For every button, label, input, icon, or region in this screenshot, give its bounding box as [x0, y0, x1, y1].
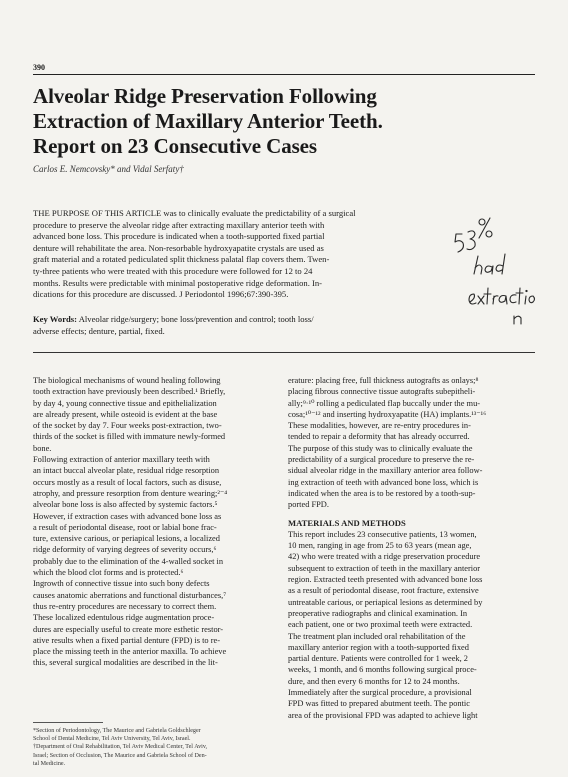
body-line: However, if extraction cases with advanced bone loss as [33, 511, 222, 521]
body-line: atrophy, and pressure resorption from denture wearing;²⁻⁴ [33, 488, 228, 498]
abstract-line: dications for this procedure are discussed. J Periodontol 1996;67:390-395. [33, 289, 289, 300]
keywords-line [33, 314, 453, 326]
body-line: FPD was fitted to prepared abutment teeth. The pontic [288, 699, 470, 709]
abstract-line: graft material and a rotated pediculated split thickness palatal flap covers them. Twen- [33, 254, 330, 265]
title-line: Alveolar Ridge Preservation Following [33, 84, 377, 108]
title-line: Report on 23 Consecutive Cases [33, 134, 317, 158]
footnote-line: *Section of Periodontology, The Maurice and Gabriela Goldschleger [33, 728, 201, 734]
section-heading-methods: MATERIALS AND METHODS [288, 517, 406, 528]
body-line: ally;⁹·¹⁰ rolling a pediculated flap buccally under the mu- [288, 398, 481, 408]
article-title [33, 84, 533, 159]
section-rule [33, 352, 535, 353]
body-line: Immediately after the surgical procedure, a provisional [288, 688, 472, 698]
abstract-line: months. Results were predictable with minimal postoperative ridge deformation. In- [33, 277, 323, 288]
title-line: Extraction of Maxillary Anterior Teeth. [33, 109, 383, 133]
body-line: preoperative radiographs and clinical examination. In [288, 608, 468, 618]
body-line: Ingrowth of connective tissue into such bony defects [33, 579, 210, 589]
header-rule [33, 74, 535, 75]
body-line: These modalities, however, are re-entry procedures in- [288, 421, 471, 431]
body-line: probably due to the elimination of the 4-walled socket in [33, 556, 224, 566]
abstract-line: THE PURPOSE OF THIS ARTICLE was to clinically evaluate the predictability of a surgical [33, 208, 356, 218]
body-line: thirds of the socket is filled with immature newly-formed [33, 432, 226, 442]
body-line: 10 men, ranging in age from 25 to 63 years (mean age, [288, 541, 472, 551]
keywords-line: adverse effects; denture, partial, fixed. [33, 325, 165, 336]
body-line: each patient, one or two proximal teeth were extracted. [288, 620, 473, 630]
body-line: region. Extracted teeth presented with advanced bone loss [288, 575, 483, 585]
footnote-line: Israel; Section of Occlusion, The Maurice and Gabriela School of Den- [33, 752, 207, 759]
body-line: which the blood clot forms and is protected.⁶ [33, 568, 184, 578]
body-line: of the socket by day 7. Four weeks post-extraction, two- [33, 421, 222, 431]
body-line: bone. [33, 443, 52, 453]
body-line: ture, extensive carious, or periapical lesions, a localized [33, 534, 220, 544]
body-line: tooth extraction have previously been described.¹ Briefly, [33, 387, 226, 397]
handwritten-note [448, 212, 538, 332]
body-line: These localized edentulous ridge augmentation proce- [33, 613, 215, 623]
abstract-line: advanced bone loss. This procedure is indicated when a tooth-supported fixed partial [33, 231, 325, 242]
right-column [288, 375, 534, 721]
body-line: causes anatomic aberrations and functional disturbances,⁷ [33, 590, 227, 600]
body-line: as a result of periodontal disease, root fracture, extensive [288, 586, 479, 596]
body-line: occurs mostly as a result of local factors, such as disuse, [33, 477, 222, 487]
body-line: dure, and then every 6 months for 12 to 24 months. [288, 676, 460, 686]
keywords-label: Key Words: [33, 314, 78, 324]
authors: Carlos E. Nemcovsky* and Vidal Serfaty† [33, 164, 184, 174]
body-line: tended to repair a deformity that has already occurred. [288, 432, 470, 442]
abstract-line: ty-three patients who were treated with this procedure were followed for 12 to 24 [33, 265, 313, 276]
body-line: 42) who were treated with a ridge preservation procedure [288, 552, 481, 562]
body-line: Following extraction of anterior maxillary teeth with [33, 455, 210, 465]
body-line: placing fibrous connective tissue autografts subepitheli- [288, 387, 476, 397]
left-column [33, 375, 279, 669]
body-line: place the missing teeth in the anterior maxilla. To achieve [33, 647, 227, 657]
body-line: ing extraction of teeth with advanced bone loss, which is [288, 477, 479, 487]
body-line: This report includes 23 consecutive patients, 13 women, [288, 529, 477, 539]
body-line: thus re-entry procedures are necessary to correct them. [33, 601, 217, 611]
footnotes [33, 727, 279, 768]
body-line: by day 4, young connective tissue and epithelialization [33, 398, 217, 408]
body-line: an intact buccal alveolar plate, residual ridge resorption [33, 466, 220, 476]
footnote-rule [33, 722, 103, 723]
page-number: 390 [33, 63, 45, 72]
keywords [33, 314, 453, 337]
body-line: subsequent to extraction of teeth in the maxillary anterior [288, 563, 481, 573]
body-line: predictability of a surgical procedure to preserve the re- [288, 455, 475, 465]
body-line: ported FPD. [288, 500, 329, 510]
body-line: The treatment plan included oral rehabilitation of the [288, 631, 466, 641]
body-line: this, several surgical modalities are described in the lit- [33, 658, 218, 668]
body-line: dures are especially useful to create more esthetic restor- [33, 624, 224, 634]
body-line: erature: placing free, full thickness autografts as onlays;⁸ [288, 376, 479, 385]
body-line: a result of periodontal disease, root or labial bone frac- [33, 522, 217, 532]
body-line: ative results when a fixed partial denture (FPD) is to re- [33, 635, 220, 645]
body-line: The purpose of this study was to clinically evaluate the [288, 443, 473, 453]
body-line: weeks, 1 month, and 6 months following surgical proce- [288, 665, 477, 675]
footnote-line: †Department of Oral Rehabilitation, Tel Aviv Medical Center, Tel Aviv, [33, 744, 208, 751]
body-line: sidual alveolar ridge in the maxillary anterior area follow- [288, 466, 483, 476]
footnote-line: School of Dental Medicine, Tel Aviv University, Tel Aviv, Israel. [33, 736, 191, 743]
abstract-line: procedure to preserve the alveolar ridge after extracting maxillary anterior teeth with [33, 219, 325, 230]
body-line: are already present, while osteoid is evident at the base [33, 409, 218, 419]
body-line: area of the provisional FPD was adapted to achieve light [288, 710, 478, 720]
abstract [33, 208, 443, 301]
body-line: partial denture. Patients were controlled for 1 week, 2 [288, 654, 468, 664]
body-line: cosa;¹⁰⁻¹² and inserting hydroxyapatite (HA) implants.¹³⁻¹⁶ [288, 409, 487, 419]
abstract-line: denture will rehabilitate the area. Non-resorbable hydroxyapatite crystals are used as [33, 242, 324, 253]
body-line: untreatable carious, or periapical lesions as determined by [288, 597, 483, 607]
body-line: alveolar bone loss is also affected by systemic factors.⁵ [33, 500, 218, 510]
body-line: maxillary anterior region with a tooth-supported fixed [288, 642, 469, 652]
footnote-line: tal Medicine. [33, 760, 66, 767]
keywords-text: Alveolar ridge/surgery; bone loss/prevention and control; tooth loss/ [78, 314, 314, 324]
body-line: ridge deformity of varying degrees of severity occurs,⁶ [33, 545, 217, 555]
body-line: The biological mechanisms of wound healing following [33, 376, 221, 385]
body-line: indicated when the area is to be restored by a tooth-sup- [288, 488, 476, 498]
